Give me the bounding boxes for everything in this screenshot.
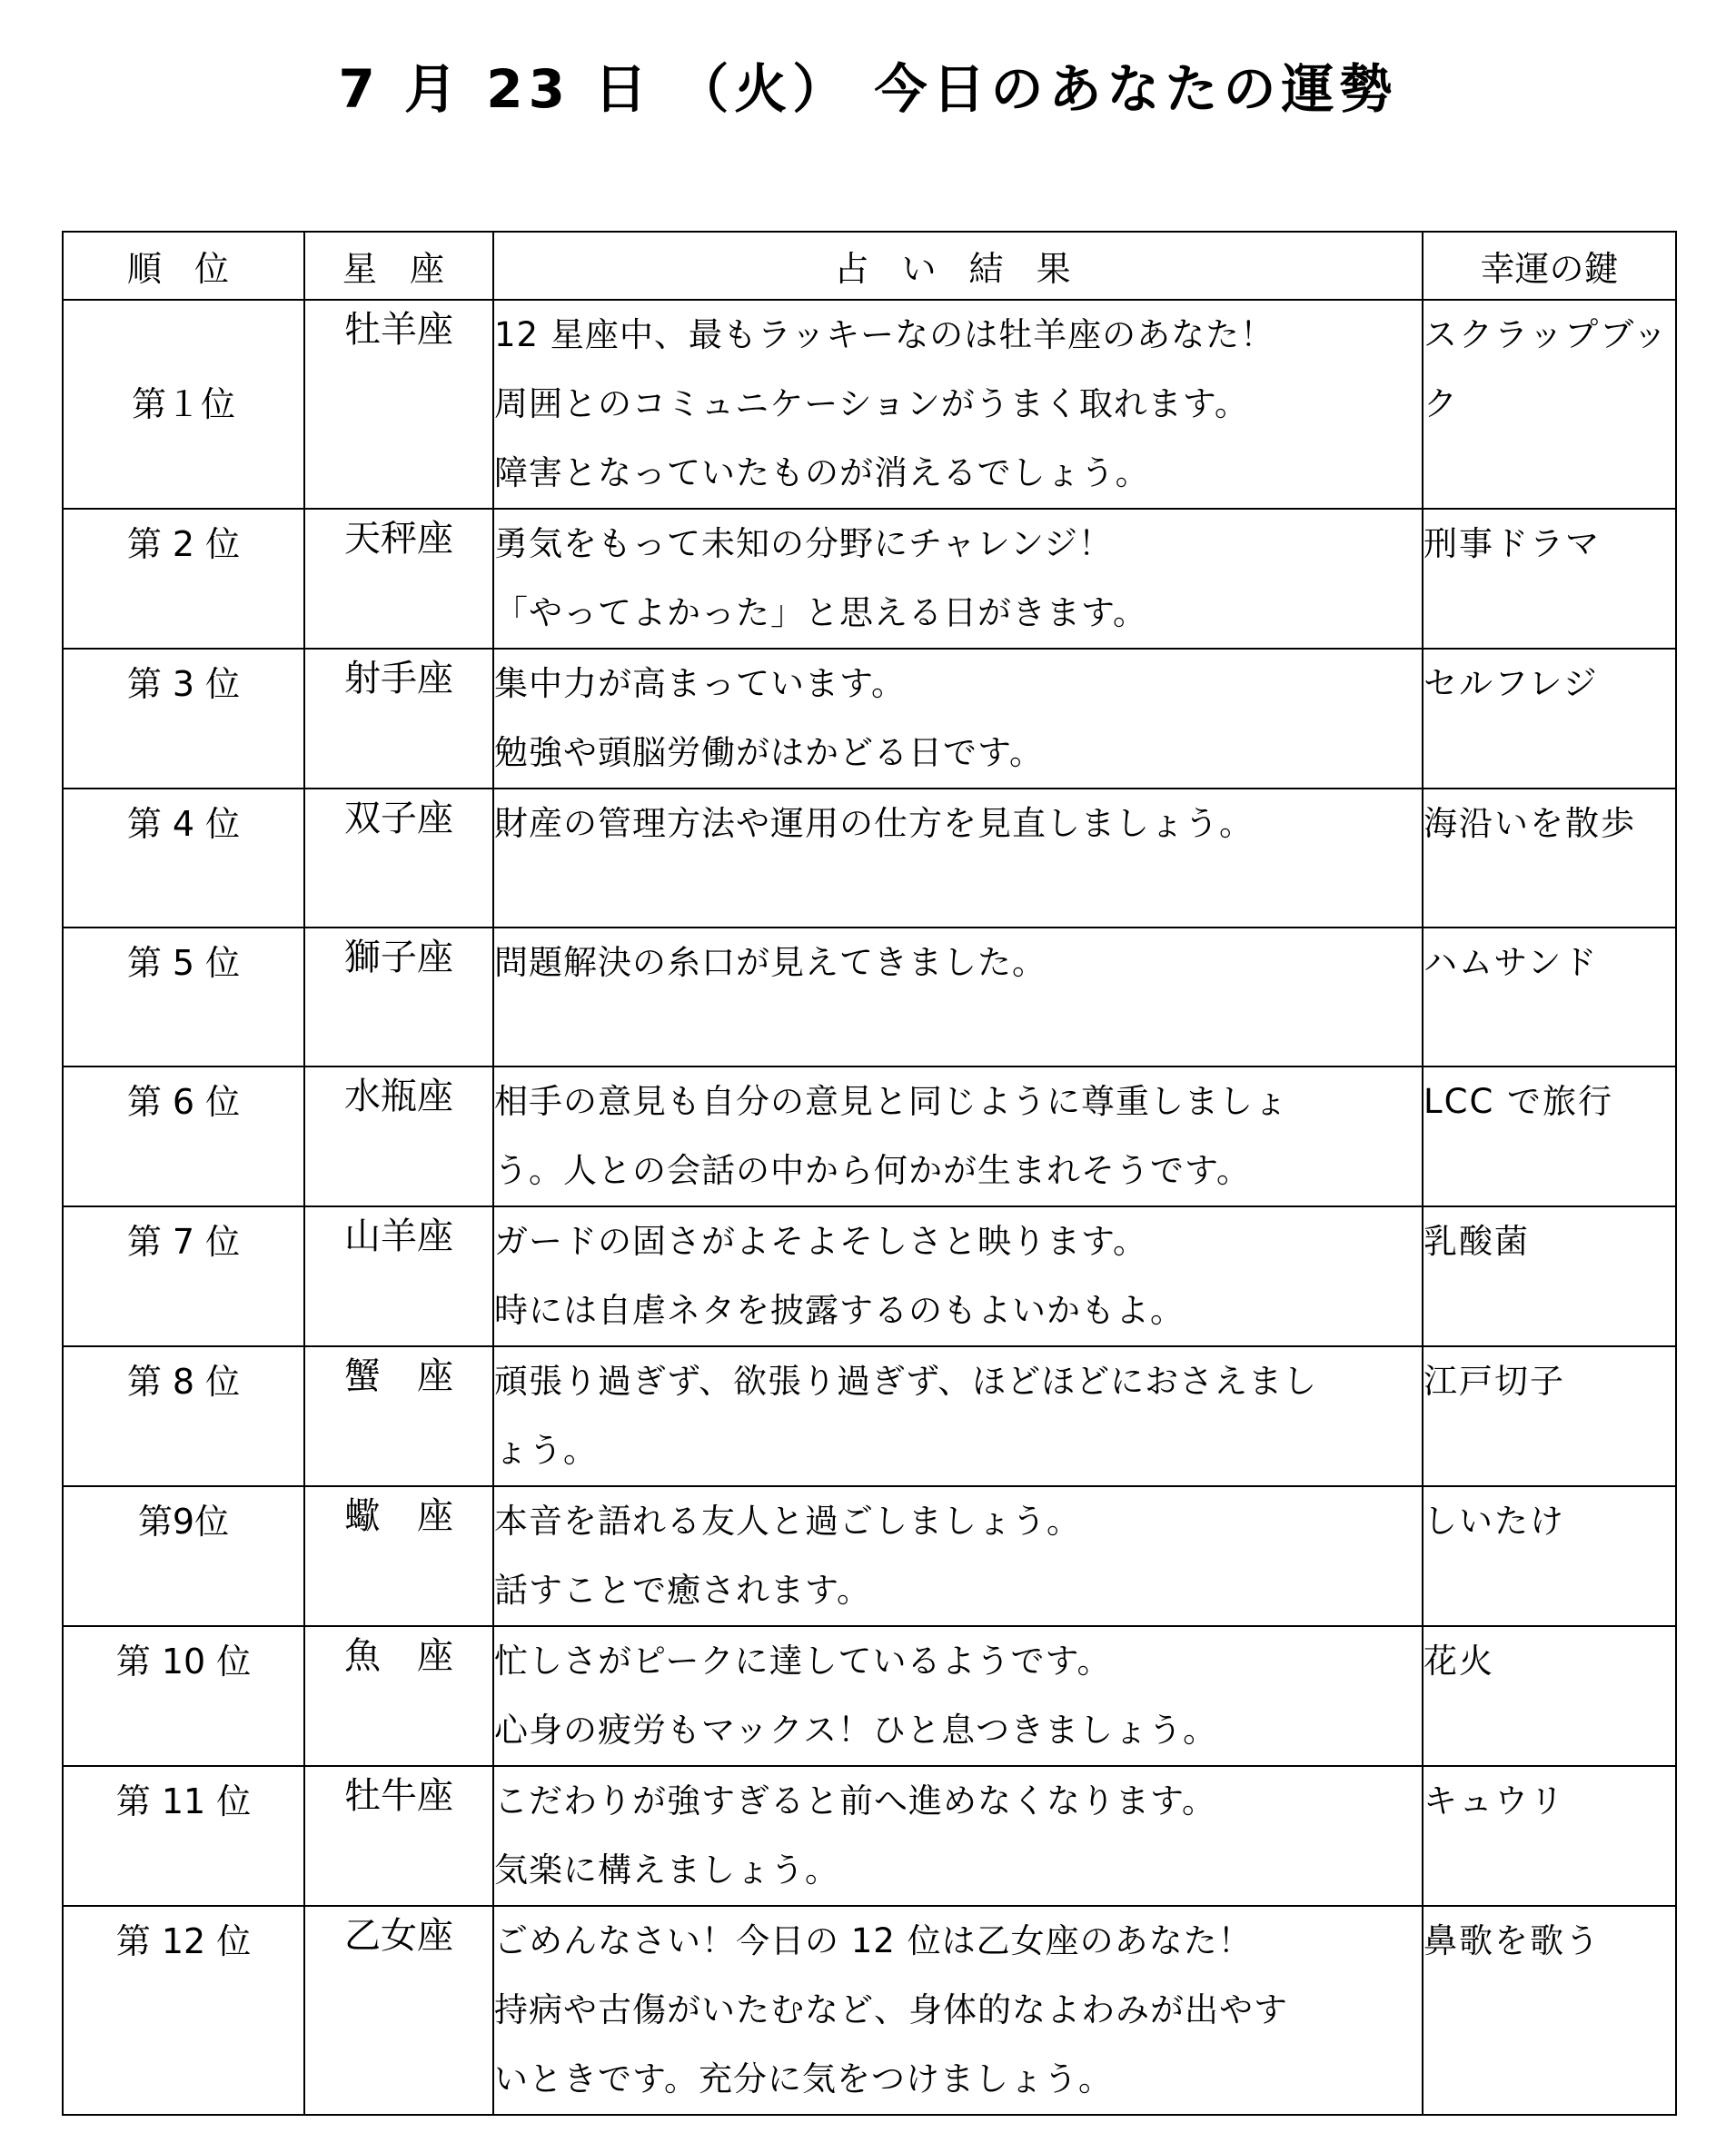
result-cell: 勇気をもって未知の分野にチャレンジ！ 「やってよかった」と思える日がきます。: [493, 509, 1423, 649]
key-cell: セルフレジ: [1423, 649, 1676, 789]
rank-cell: 第9位: [63, 1486, 304, 1626]
result-cell: こだわりが強すぎると前へ進めなくなります。 気楽に構えましょう。: [493, 1766, 1423, 1906]
sign-cell: 天秤座: [304, 509, 493, 649]
rank-cell: 第 8 位: [63, 1346, 304, 1486]
rank-cell: 第 6 位: [63, 1067, 304, 1206]
header-result: 占 い 結 果: [493, 232, 1423, 300]
table-row: [63, 1486, 1676, 1626]
sign-cell: 魚座: [304, 1626, 493, 1766]
sign-cell: 山羊座: [304, 1206, 493, 1346]
rank-cell: 第 10 位: [63, 1626, 304, 1766]
table-row: [63, 1626, 1676, 1766]
fortune-table: [62, 231, 1677, 2116]
result-cell: ごめんなさい！今日の 12 位は乙女座のあなた！ 持病や古傷がいたむなど、身体的なよわみが出やす いときです。充分に気をつけましょう。: [493, 1906, 1423, 2115]
table-row: [63, 1906, 1676, 2115]
table-row: [63, 1346, 1676, 1486]
table-row: [63, 1766, 1676, 1906]
table-row: [63, 1206, 1676, 1346]
key-cell: 江戸切子: [1423, 1346, 1676, 1486]
table-header-row: [63, 232, 1676, 300]
key-cell: スクラップブック: [1423, 300, 1676, 509]
sign-cell: 獅子座: [304, 928, 493, 1067]
rank-cell: 第１位: [63, 300, 304, 509]
rank-cell: 第 12 位: [63, 1906, 304, 2115]
key-cell: キュウリ: [1423, 1766, 1676, 1906]
header-key: 幸運の鍵: [1423, 232, 1676, 300]
key-cell: 刑事ドラマ: [1423, 509, 1676, 649]
key-cell: 乳酸菌: [1423, 1206, 1676, 1346]
sign-cell: 蟹座: [304, 1346, 493, 1486]
header-rank: 順 位: [63, 232, 304, 300]
result-cell: 本音を語れる友人と過ごしましょう。 話すことで癒されます。: [493, 1486, 1423, 1626]
key-cell: LCC で旅行: [1423, 1067, 1676, 1206]
result-cell: ガードの固さがよそよそしさと映ります。 時には自虐ネタを披露するのもよいかもよ。: [493, 1206, 1423, 1346]
table-row: [63, 509, 1676, 649]
sign-cell: 蠍座: [304, 1486, 493, 1626]
table-row: [63, 789, 1676, 928]
header-sign: 星 座: [304, 232, 493, 300]
rank-cell: 第 7 位: [63, 1206, 304, 1346]
rank-cell: 第 11 位: [63, 1766, 304, 1906]
rank-cell: 第 2 位: [63, 509, 304, 649]
sign-cell: 牡羊座: [304, 300, 493, 509]
table-row: [63, 1067, 1676, 1206]
key-cell: しいたけ: [1423, 1486, 1676, 1626]
table-row: [63, 300, 1676, 509]
result-cell: 頑張り過ぎず、欲張り過ぎず、ほどほどにおさえまし ょう。: [493, 1346, 1423, 1486]
key-cell: 花火: [1423, 1626, 1676, 1766]
sign-cell: 射手座: [304, 649, 493, 789]
rank-cell: 第 3 位: [63, 649, 304, 789]
rank-cell: 第 5 位: [63, 928, 304, 1067]
page-title: 7 月 23 日 （火） 今日のあなたの運勢: [338, 58, 1398, 120]
sign-cell: 牡牛座: [304, 1766, 493, 1906]
result-cell: 財産の管理方法や運用の仕方を見直しましょう。: [493, 789, 1423, 928]
result-cell: 問題解決の糸口が見えてきました。: [493, 928, 1423, 1067]
sign-cell: 水瓶座: [304, 1067, 493, 1206]
sign-cell: 双子座: [304, 789, 493, 928]
result-cell: 12 星座中、最もラッキーなのは牡羊座のあなた！ 周囲とのコミュニケーションがうまく取れます。 障害となっていたものが消えるでしょう。: [493, 300, 1423, 509]
rank-cell: 第 4 位: [63, 789, 304, 928]
key-cell: 鼻歌を歌う: [1423, 1906, 1676, 2115]
result-cell: 相手の意見も自分の意見と同じように尊重しましょ う。人との会話の中から何かが生まれそうです。: [493, 1067, 1423, 1206]
sign-cell: 乙女座: [304, 1906, 493, 2115]
table-row: [63, 649, 1676, 789]
table-row: [63, 928, 1676, 1067]
result-cell: 集中力が高まっています。 勉強や頭脳労働がはかどる日です。: [493, 649, 1423, 789]
key-cell: ハムサンド: [1423, 928, 1676, 1067]
key-cell: 海沿いを散歩: [1423, 789, 1676, 928]
result-cell: 忙しさがピークに達しているようです。 心身の疲労もマックス！ひと息つきましょう。: [493, 1626, 1423, 1766]
